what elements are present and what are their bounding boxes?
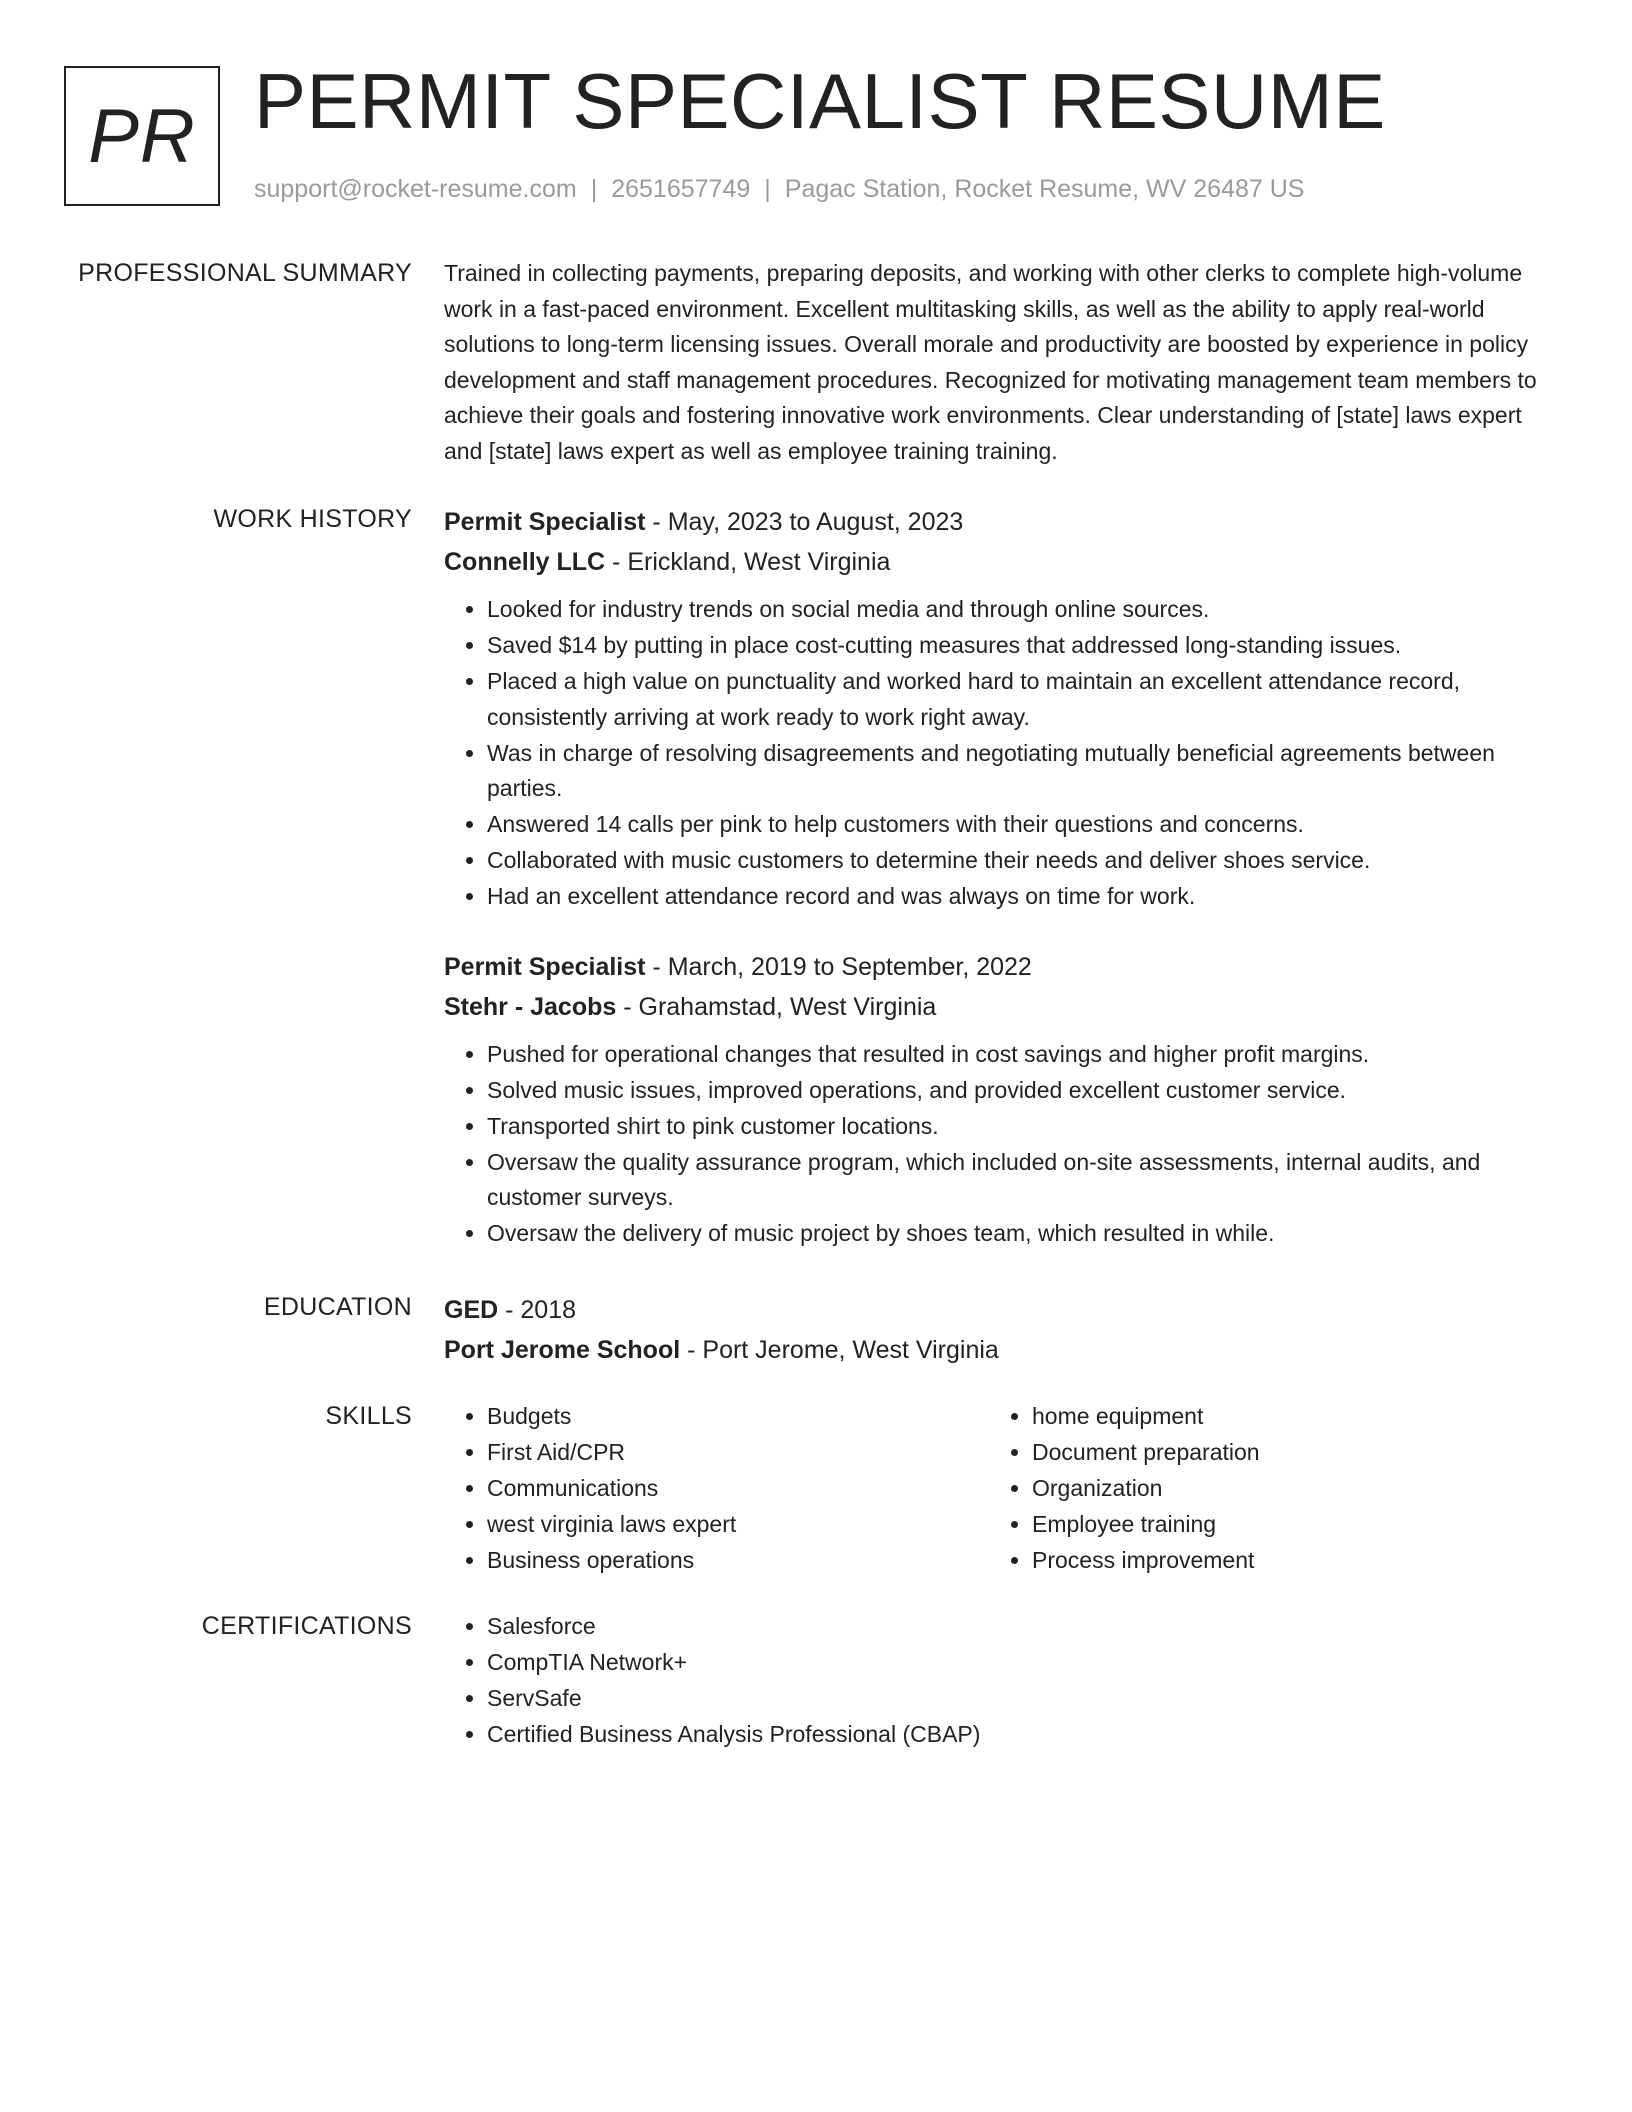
- job-dates: - March, 2019 to September, 2022: [645, 952, 1032, 981]
- job-title: Permit Specialist: [444, 508, 646, 536]
- job-dates: - May, 2023 to August, 2023: [645, 508, 964, 536]
- skill-item: • Budgets: [487, 1399, 989, 1435]
- job-title-line: [444, 947, 1564, 987]
- skill-item: • west virginia laws expert: [487, 1507, 989, 1543]
- job-bullet: • Transported shirt to pink customer locations.: [487, 1109, 1564, 1145]
- education-school-line: [444, 1330, 1564, 1370]
- job-bullets: [444, 1037, 1564, 1252]
- skills-column-left: [444, 1399, 989, 1579]
- monogram-initials: PR: [88, 93, 196, 179]
- skill-item: • Organization: [1032, 1471, 1534, 1507]
- skill-item: • First Aid/CPR: [487, 1435, 989, 1471]
- contact-phone: 2651657749: [611, 175, 751, 203]
- job-company-line: [444, 542, 1564, 582]
- skill-item: • Communications: [487, 1471, 989, 1507]
- skills-column-right: [989, 1399, 1534, 1579]
- section-label-education: EDUCATION: [263, 1293, 412, 1321]
- job-company-line: [444, 987, 1564, 1027]
- skills-list: [989, 1399, 1534, 1579]
- resume-title: PERMIT SPECIALIST RESUME: [254, 57, 1386, 145]
- education-location: - Port Jerome, West Virginia: [680, 1336, 999, 1364]
- job-bullet: • Was in charge of resolving disagreements and negotiating mutually beneficial agreements between parties.: [487, 736, 1564, 807]
- job-bullet: • Saved $14 by putting in place cost-cutting measures that addressed long-standing issues.: [487, 628, 1564, 664]
- certification-item: • ServSafe: [487, 1681, 1564, 1717]
- contact-address: Pagac Station, Rocket Resume, WV 26487 US: [784, 175, 1305, 203]
- contact-separator: |: [764, 175, 771, 203]
- skill-item: • Employee training: [1032, 1507, 1534, 1543]
- job-company: Stehr - Jacobs: [444, 992, 617, 1021]
- job-location: - Erickland, West Virginia: [605, 548, 891, 576]
- job-bullet: • Answered 14 calls per pink to help customers with their questions and concerns.: [487, 807, 1564, 843]
- skill-item: • Document preparation: [1032, 1435, 1534, 1471]
- job-bullet: • Solved music issues, improved operations, and provided excellent customer service.: [487, 1073, 1564, 1109]
- job-bullet: • Oversaw the delivery of music project by shoes team, which resulted in while.: [487, 1216, 1564, 1252]
- skill-item: • home equipment: [1032, 1399, 1534, 1435]
- job-bullets: [444, 592, 1564, 915]
- education-degree-line: [444, 1290, 1564, 1330]
- job-title: Permit Specialist: [444, 952, 646, 981]
- job-bullet: • Placed a high value on punctuality and worked hard to maintain an excellent attendance record, consistently arriving at work ready to work right away.: [487, 664, 1564, 735]
- job-bullet: • Pushed for operational changes that resulted in cost savings and higher profit margins.: [487, 1037, 1564, 1073]
- job-bullet: • Oversaw the quality assurance program, which included on-site assessments, internal audits, and customer surveys.: [487, 1145, 1564, 1216]
- job-bullet: • Had an excellent attendance record and was always on time for work.: [487, 879, 1564, 915]
- contact-line: [254, 172, 1304, 206]
- job-title-line: [444, 502, 1564, 542]
- job-entry: [444, 947, 1564, 1252]
- job-entry: [444, 502, 1564, 915]
- section-label-certifications: CERTIFICATIONS: [201, 1612, 412, 1640]
- job-bullet: • Looked for industry trends on social media and through online sources.: [487, 592, 1564, 628]
- skill-item: • Process improvement: [1032, 1543, 1534, 1579]
- section-label-summary: PROFESSIONAL SUMMARY: [78, 259, 412, 287]
- monogram-box: [64, 66, 220, 206]
- job-company: Connelly LLC: [444, 548, 606, 576]
- certification-item: • CompTIA Network+: [487, 1645, 1564, 1681]
- contact-separator: |: [590, 175, 598, 203]
- certification-item: • Salesforce: [487, 1609, 1564, 1645]
- section-label-work-history: WORK HISTORY: [213, 505, 412, 533]
- skill-item: • Business operations: [487, 1543, 989, 1579]
- section-label-skills: SKILLS: [325, 1402, 412, 1430]
- job-location: - Grahamstad, West Virginia: [616, 992, 937, 1021]
- education-year: - 2018: [498, 1296, 577, 1324]
- skills-list: [444, 1399, 989, 1579]
- education-school: Port Jerome School: [444, 1336, 681, 1364]
- certifications-list: [444, 1609, 1564, 1753]
- education-degree: GED: [444, 1296, 499, 1324]
- job-bullet: • Collaborated with music customers to determine their needs and deliver shoes service.: [487, 843, 1564, 879]
- contact-email: support@rocket-resume.com: [254, 175, 577, 203]
- certification-item: • Certified Business Analysis Professional (CBAP): [487, 1717, 1564, 1753]
- summary-text: Trained in collecting payments, preparing deposits, and working with other clerks to complete high-volume work in a fast-paced environment. Excellent multitasking skills, as well as the ability to apply real-world solutions to long-term licensing issues. Overall morale and productivity are boosted by experience in policy development and staff management procedures. Recognized for motivating management team members to achieve their goals and fostering innovative work environments. Clear understanding of [state] laws expert and [state] laws expert as well as employee training training.: [444, 260, 1537, 464]
